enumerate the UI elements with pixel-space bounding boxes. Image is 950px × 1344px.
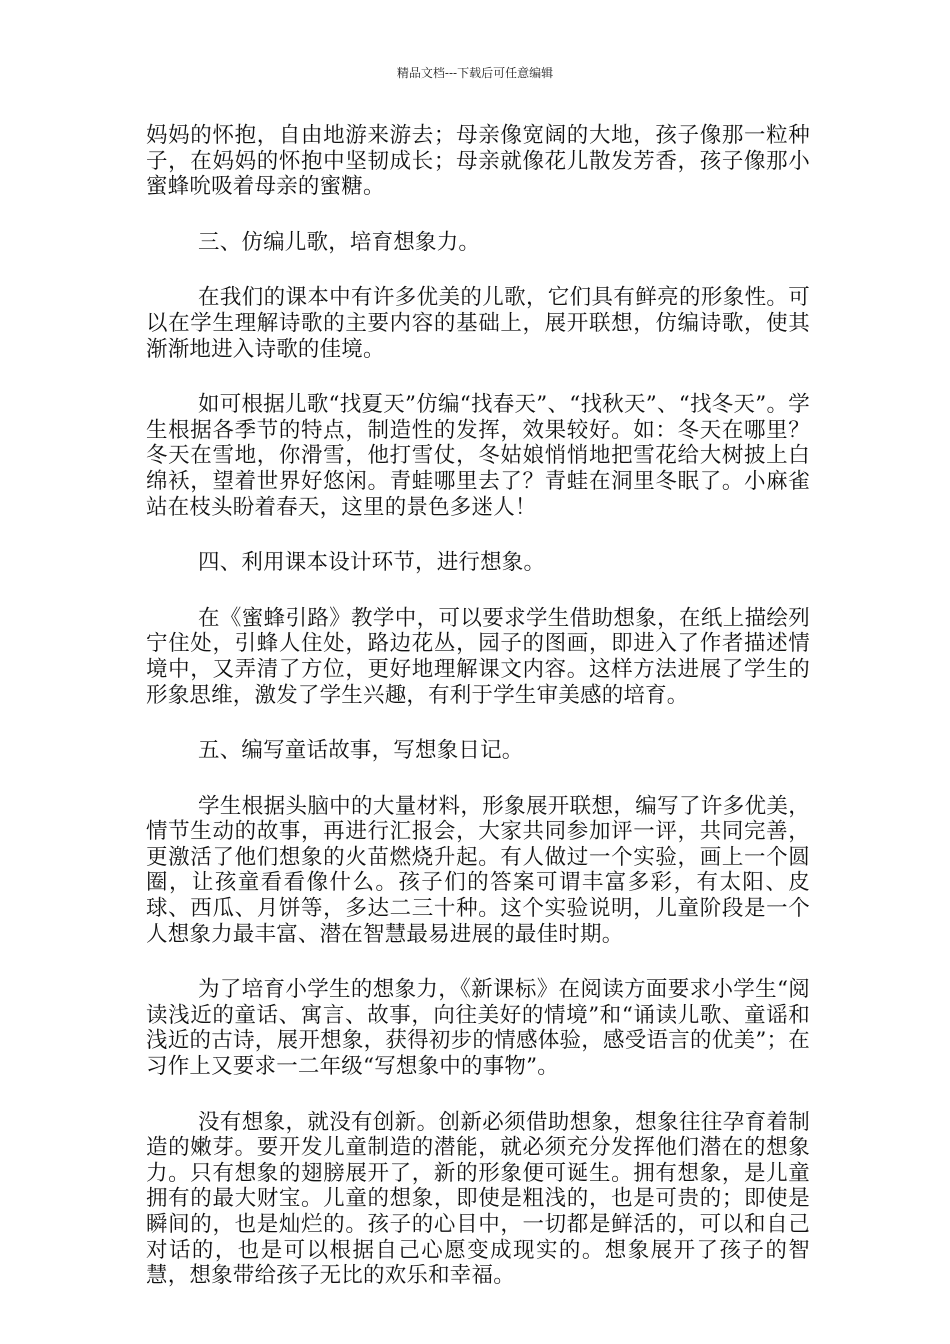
page-header: 精品文档---下载后可任意编辑 bbox=[396, 66, 554, 80]
section-heading-4: 四、利用课本设计环节，进行想象。 bbox=[198, 550, 546, 576]
paragraph-continuation: 妈妈的怀抱，自由地游来游去；母亲像宽阔的大地，孩子像那一粒种子，在妈妈的怀抱中坚韧成长；母亲就像花儿散发芳香，孩子像那小蜜蜂吮吸着母亲的蜜糖。 bbox=[146, 123, 810, 200]
paragraph: 没有想象，就没有创新。创新必须借助想象，想象往往孕育着制造的嫩芽。要开发儿童制造的潜能，就必须充分发挥他们潜在的想象力。只有想象的翅膀展开了，新的形象便可诞生。拥有想象，是儿童拥有的最大财宝。儿童的想象，即使是粗浅的，也是可贵的；即使是瞬间的，也是灿烂的。孩子的心目中，一切都是鲜活的，可以和自己对话的，也是可以根据自己心愿变成现实的。想象展开了孩子的智慧，想象带给孩子无比的欢乐和幸福。 bbox=[146, 1109, 810, 1289]
paragraph: 如可根据儿歌“找夏天”仿编“找春天”、“找秋天”、“找冬天”。学生根据各季节的特点，制造性的发挥，效果较好。如：冬天在哪里？冬天在雪地，你滑雪，他打雪仗，冬姑娘悄悄地把雪花给大树披上白绵袄，望着世界好悠闲。青蛙哪里去了？青蛙在洞里冬眠了。小麻雀站在枝头盼着春天，这里的景色多迷人！ bbox=[146, 392, 810, 520]
paragraph: 在我们的课本中有许多优美的儿歌，它们具有鲜亮的形象性。可以在学生理解诗歌的主要内容的基础上，展开联想，仿编诗歌，使其渐渐地进入诗歌的佳境。 bbox=[146, 285, 810, 362]
paragraph: 为了培育小学生的想象力，《新课标》在阅读方面要求小学生“阅读浅近的童话、寓言、故事，向往美好的情境”和“诵读儿歌、童谣和浅近的古诗，展开想象，获得初步的情感体验，感受语言的优美”；在习作上又要求一二年级“写想象中的事物”。 bbox=[146, 977, 810, 1080]
section-heading-3: 三、仿编儿歌，培育想象力。 bbox=[198, 229, 481, 255]
document-body bbox=[146, 123, 810, 1319]
section-heading-5: 五、编写童话故事，写想象日记。 bbox=[198, 738, 524, 764]
paragraph: 在《蜜蜂引路》教学中，可以要求学生借助想象，在纸上描绘列宁住处，引蜂人住处，路边花丛，园子的图画，即进入了作者描述情境中，又弄清了方位，更好地理解课文内容。这样方法进展了学生的形象思维，激发了学生兴趣，有利于学生审美感的培育。 bbox=[146, 605, 810, 708]
paragraph: 学生根据头脑中的大量材料，形象展开联想，编写了许多优美，情节生动的故事，再进行汇报会，大家共同参加评一评，共同完善，更激活了他们想象的火苗燃烧升起。有人做过一个实验，画上一个圆圈，让孩童看看像什么。孩子们的答案可谓丰富多彩，有太阳、皮球、西瓜、月饼等，多达二三十种。这个实验说明，儿童阶段是一个人想象力最丰富、潜在智慧最易进展的最佳时期。 bbox=[146, 793, 810, 947]
